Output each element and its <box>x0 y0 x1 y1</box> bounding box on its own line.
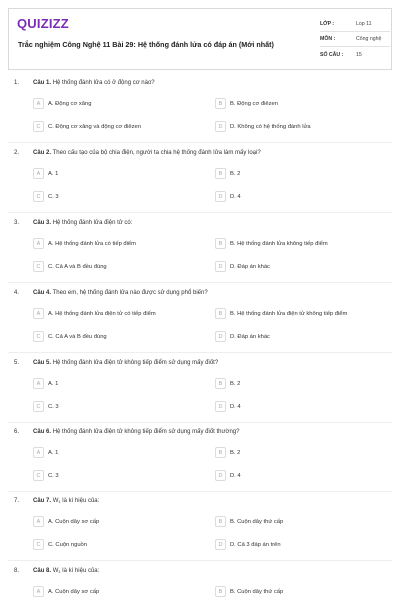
question-body-subscript: 1 <box>58 499 61 504</box>
divider <box>8 422 392 423</box>
option-text: D. Cả 3 đáp án trên <box>230 541 281 548</box>
option-a[interactable] <box>33 98 91 109</box>
option-text: B. Cuộn dây thứ cấp <box>230 518 284 525</box>
divider <box>8 212 392 213</box>
option-letter: A <box>33 238 44 249</box>
option-letter: B <box>215 586 226 597</box>
option-letter: B <box>215 308 226 319</box>
option-text: A. Cuộn dây sơ cấp <box>48 588 100 595</box>
option-d[interactable] <box>215 539 281 550</box>
option-d[interactable] <box>215 401 241 412</box>
option-a[interactable] <box>33 168 58 179</box>
option-b[interactable] <box>215 168 240 179</box>
question-label: Câu 4. <box>33 290 52 296</box>
question-text <box>33 150 261 156</box>
option-b[interactable] <box>215 98 278 109</box>
option-letter: D <box>215 470 226 481</box>
question-label: Câu 8. <box>33 568 52 574</box>
question-label: Câu 6. <box>33 429 52 435</box>
option-letter: D <box>215 401 226 412</box>
option-letter: D <box>215 191 226 202</box>
option-letter: A <box>33 98 44 109</box>
question-number: 3. <box>14 220 20 226</box>
option-text: C. 3 <box>48 472 59 479</box>
option-a[interactable] <box>33 447 58 458</box>
option-letter: A <box>33 447 44 458</box>
question-label: Câu 5. <box>33 360 52 366</box>
question-body-subscript: 1 <box>58 569 61 574</box>
option-letter: C <box>33 401 44 412</box>
option-text: D. Đáp án khác <box>230 263 270 270</box>
question-body-prefix: W <box>52 568 59 574</box>
meta-row-subject <box>320 32 390 47</box>
question-label: Câu 1. <box>33 80 52 86</box>
option-c[interactable] <box>33 121 141 132</box>
question-body: Hệ thống đánh lửa có ở động cơ nào? <box>52 80 155 86</box>
option-d[interactable] <box>215 261 270 272</box>
question-body: Hệ thống đánh lửa điện tử không tiếp điểm sử dụng mấy điốt? <box>52 360 219 366</box>
option-c[interactable] <box>33 191 59 202</box>
option-letter: A <box>33 168 44 179</box>
option-letter: D <box>215 121 226 132</box>
option-text: D. Không có hệ thống đánh lửa <box>230 123 311 130</box>
option-letter: A <box>33 586 44 597</box>
option-text: B. 2 <box>230 380 241 387</box>
option-c[interactable] <box>33 331 107 342</box>
option-letter: B <box>215 168 226 179</box>
question-number: 4. <box>14 290 20 296</box>
divider <box>8 352 392 353</box>
meta-label: LỚP : <box>320 21 335 27</box>
option-letter: C <box>33 261 44 272</box>
question-text <box>33 498 99 504</box>
option-text: B. 2 <box>230 170 241 177</box>
option-letter: B <box>215 98 226 109</box>
question-number: 8. <box>14 568 20 574</box>
divider <box>8 142 392 143</box>
option-d[interactable] <box>215 191 241 202</box>
meta-row-count <box>320 47 390 62</box>
option-text: D. 4 <box>230 193 241 200</box>
option-d[interactable] <box>215 331 270 342</box>
question-text <box>33 429 239 435</box>
option-letter: D <box>215 331 226 342</box>
option-text: B. 2 <box>230 449 241 456</box>
option-d[interactable] <box>215 470 241 481</box>
question-body-prefix: W <box>52 498 59 504</box>
option-b[interactable] <box>215 378 240 389</box>
option-letter: D <box>215 261 226 272</box>
option-text: B. Cuộn dây thứ cấp <box>230 588 284 595</box>
option-text: C. Cả A và B đều đúng <box>48 263 107 270</box>
question-label: Câu 7. <box>33 498 52 504</box>
option-letter: C <box>33 191 44 202</box>
question-label: Câu 2. <box>33 150 52 156</box>
option-text: A. 1 <box>48 449 59 456</box>
option-letter: C <box>33 539 44 550</box>
option-letter: C <box>33 121 44 132</box>
option-a[interactable] <box>33 516 99 527</box>
option-text: A. Hệ thống đánh lửa có tiếp điểm <box>48 240 136 247</box>
question-number: 5. <box>14 360 20 366</box>
option-letter: D <box>215 539 226 550</box>
meta-label: SỐ CÂU : <box>320 51 344 58</box>
option-text: C. Động cơ xăng và động cơ điêzen <box>48 123 141 130</box>
option-b[interactable] <box>215 516 283 527</box>
question-text <box>33 290 208 296</box>
option-text: B. Động cơ điêzen <box>230 100 278 107</box>
meta-value: Lop 11 <box>356 21 372 27</box>
option-text: C. Cuộn nguồn <box>48 541 87 548</box>
option-b[interactable] <box>215 586 283 597</box>
meta-label: MÔN : <box>320 36 336 42</box>
question-number: 2. <box>14 150 20 156</box>
option-a[interactable] <box>33 586 99 597</box>
option-b[interactable] <box>215 238 328 249</box>
option-text: A. Động cơ xăng <box>48 100 92 107</box>
option-a[interactable] <box>33 238 136 249</box>
worksheet-meta <box>320 17 390 62</box>
question-number: 7. <box>14 498 20 504</box>
option-letter: A <box>33 378 44 389</box>
divider <box>8 560 392 561</box>
quizizz-logo[interactable]: QUIZIZZ <box>17 16 69 31</box>
page-title: Trắc nghiệm Công Nghệ 11 Bài 29: Hệ thống đánh lửa có đáp án (Mới nhất) <box>18 40 274 49</box>
option-c[interactable] <box>33 539 87 550</box>
option-b[interactable] <box>215 447 240 458</box>
option-letter: B <box>215 378 226 389</box>
option-text: C. 3 <box>48 403 59 410</box>
question-body: Hệ thống đánh lửa điện tử có: <box>52 220 133 226</box>
question-text <box>33 220 132 226</box>
question-text <box>33 568 99 574</box>
question-text <box>33 80 155 86</box>
option-letter: A <box>33 308 44 319</box>
option-text: A. Hệ thống đánh lửa điện tử có tiếp điểm <box>48 310 156 317</box>
question-body: Theo em, hệ thống đánh lửa nào được sử dụng phổ biến? <box>52 290 208 296</box>
option-d[interactable] <box>215 121 311 132</box>
option-text: B. Hệ thống đánh lửa không tiếp điểm <box>230 240 328 247</box>
option-letter: B <box>215 516 226 527</box>
question-number: 1. <box>14 80 20 86</box>
question-body: là kí hiệu của: <box>60 568 100 574</box>
option-text: D. 4 <box>230 472 241 479</box>
meta-value: Công nghệ <box>356 36 382 42</box>
option-letter: C <box>33 331 44 342</box>
option-text: B. Hệ thống đánh lửa điện tử không tiếp điểm <box>230 310 348 317</box>
option-c[interactable] <box>33 401 59 412</box>
option-c[interactable] <box>33 261 107 272</box>
option-text: D. 4 <box>230 403 241 410</box>
question-body: Hệ thống đánh lửa điện tử không tiếp điểm sử dụng mấy điốt thường? <box>52 429 240 435</box>
option-letter: C <box>33 470 44 481</box>
option-text: A. Cuộn dây sơ cấp <box>48 518 100 525</box>
option-text: C. Cả A và B đều đúng <box>48 333 107 340</box>
option-a[interactable] <box>33 378 58 389</box>
meta-row-class <box>320 17 390 32</box>
option-b[interactable] <box>215 308 347 319</box>
question-body: Theo cấu tạo của bộ chia điện, người ta chia hệ thống đánh lửa làm mấy loại? <box>52 150 261 156</box>
question-text <box>33 360 218 366</box>
option-c[interactable] <box>33 470 59 481</box>
option-letter: B <box>215 447 226 458</box>
question-number: 6. <box>14 429 20 435</box>
option-text: A. 1 <box>48 170 59 177</box>
option-letter: A <box>33 516 44 527</box>
divider <box>8 491 392 492</box>
option-text: D. Đáp án khác <box>230 333 270 340</box>
divider <box>8 282 392 283</box>
option-letter: B <box>215 238 226 249</box>
worksheet-header <box>8 8 392 70</box>
option-a[interactable] <box>33 308 156 319</box>
option-text: A. 1 <box>48 380 59 387</box>
option-text: C. 3 <box>48 193 59 200</box>
question-label: Câu 3. <box>33 220 52 226</box>
question-body: là kí hiệu của: <box>60 498 100 504</box>
meta-value: 15 <box>356 51 362 58</box>
